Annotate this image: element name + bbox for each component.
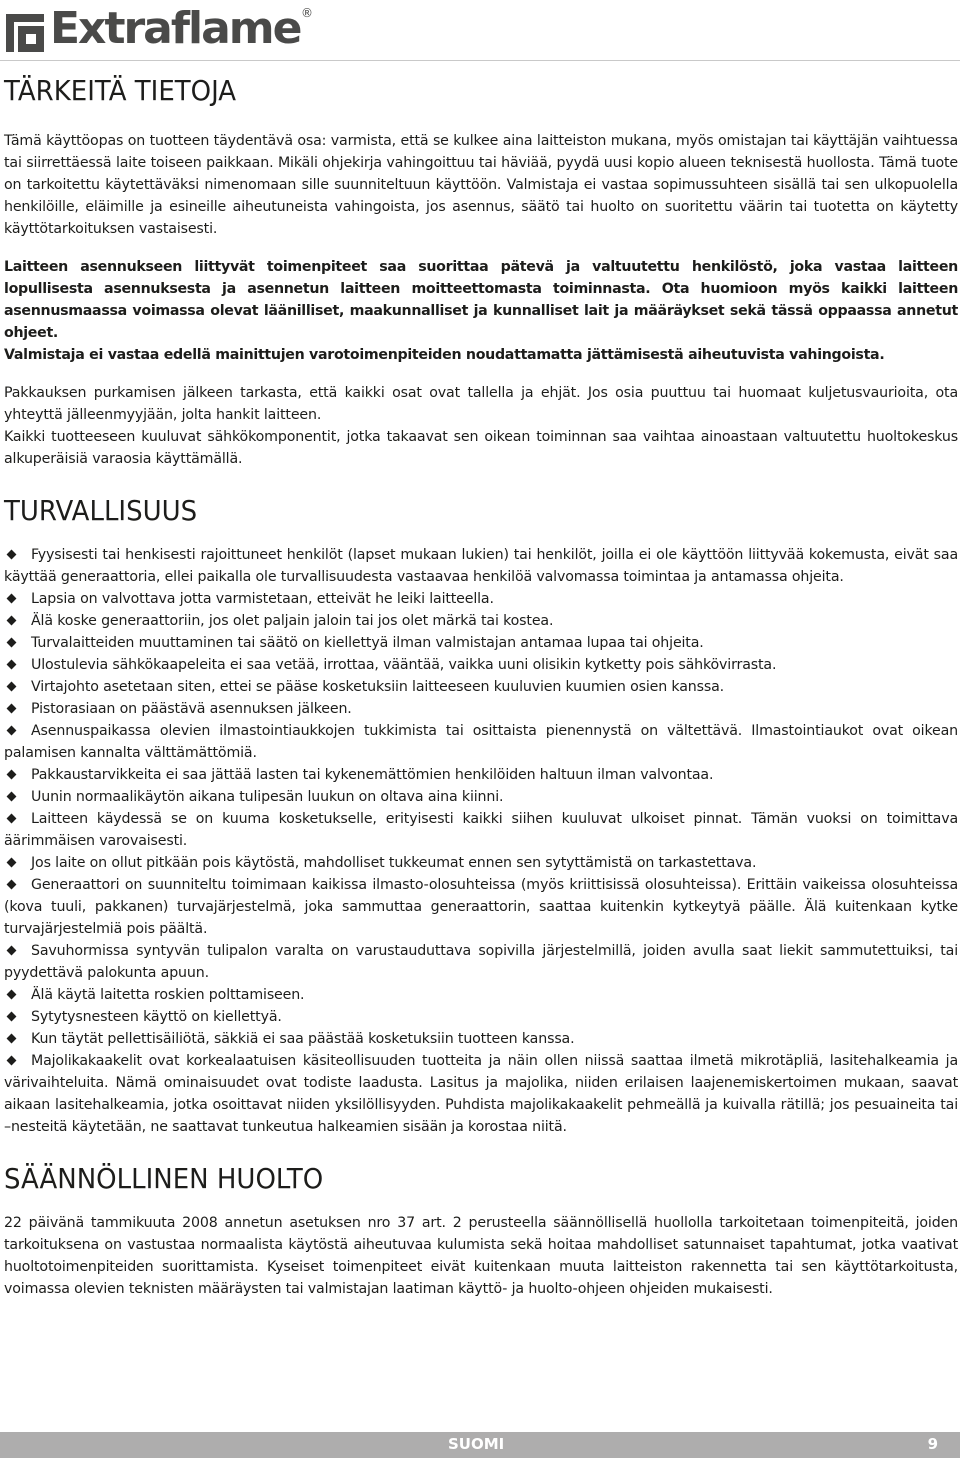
footer-language: SUOMI xyxy=(448,1435,505,1453)
document-body xyxy=(4,64,958,1300)
intro-paragraph: Tämä käyttöopas on tuotteen täydentävä osa: varmista, että se kulkee aina laitteiston mukana, myös omistajan tai käyttäjän vaihtuessa tai siirrettäessä laite toiseen paikkaan. Mikäli ohjekirja vahingoittuu tai häviää, pyydä uusi kopio alueen teknisestä huollosta. Tämä tuote on tarkoitettu käytettäväksi nimenomaan sille suunniteltuun käyttöön. Valmistaja ei vastaa sopimussuhteen sisällä tai sen ulkopuolella henkilöille, eläimille ja esineille aiheutuneista vahingoista, jos asennus, säätö tai huolto on suoritettu väärin tai tuotetta on käytetty käyttötarkoituksen vastaisesti. xyxy=(4,133,958,237)
diamond-bullet-icon xyxy=(7,703,17,713)
brand-logo xyxy=(4,3,304,54)
list-item: Majolikakaakelit ovat korkealaatuisen käsiteollisuuden tuotteita ja näin ollen niissä saattaa ilmetä mikrotäpliä, lasitehalkeamia ja värivaihteluita. Nämä ominaisuudet ovat todiste laadusta. Lasitus ja majolika, niiden erilaisen laajenemiskertoimen mukaan, saavat aikaan lasitehalkeamia, jotka osoittavat niiden yksilöllisyyden. Puhdista majolikakaakelit pehmeällä ja kuivalla rätillä; jos pesuaineita tai –nesteitä käytetään, ne saattavat tunkeutua halkeamien sisään ja korostaa niitä. xyxy=(4,1053,958,1135)
page-footer xyxy=(0,1432,960,1458)
diamond-bullet-icon xyxy=(7,879,17,889)
diamond-bullet-icon xyxy=(7,549,17,559)
diamond-bullet-icon xyxy=(7,1033,17,1043)
list-item: Sytytysnesteen käyttö on kiellettyä. xyxy=(4,1006,958,1028)
list-item: Savuhormissa syntyvän tulipalon varalta on varustauduttava sopivilla järjestelmillä, joiden avulla saat liekit sammutettuiksi, tai pyydettävä palokunta apuun. xyxy=(4,943,958,981)
registered-mark: ® xyxy=(301,6,313,20)
list-item: Uunin normaalikäytön aikana tulipesän luukun on oltava aina kiinni. xyxy=(4,786,958,808)
list-item: Lapsia on valvottava jotta varmistetaan, etteivät he leiki laitteella. xyxy=(4,588,958,610)
brand-name: Extraflame xyxy=(50,3,301,54)
list-item: Pistorasiaan on päästävä asennuksen jälkeen. xyxy=(4,698,958,720)
diamond-bullet-icon xyxy=(7,791,17,801)
diamond-bullet-icon xyxy=(7,615,17,625)
diamond-bullet-icon xyxy=(7,725,17,735)
page-number: 9 xyxy=(927,1435,938,1453)
diamond-bullet-icon xyxy=(7,1055,17,1065)
diamond-bullet-icon xyxy=(7,857,17,867)
unpacking-paragraph: Pakkauksen purkamisen jälkeen tarkasta, että kaikki osat ovat tallella ja ehjät. Jos osia puuttuu tai huomaat kuljetusvaurioita, ota yhteyttä jälleenmyyjään, jolta hankit laitteen. xyxy=(4,385,958,423)
list-item: Älä käytä laitetta roskien polttamiseen. xyxy=(4,984,958,1006)
safety-list xyxy=(4,544,958,1138)
list-item: Älä koske generaattoriin, jos olet paljain jaloin tai jos olet märkä tai kostea. xyxy=(4,610,958,632)
list-item: Turvalaitteiden muuttaminen tai säätö on kiellettyä ilman valmistajan antamaa lupaa tai ohjeita. xyxy=(4,632,958,654)
logo-mark-icon xyxy=(4,12,46,54)
list-item: Laitteen käydessä se on kuuma kosketukselle, erityisesti kaikki siihen kuuluvat ulkoiset pinnat. Tämän vuoksi on toimittava äärimmäisen varovaisesti. xyxy=(4,811,958,849)
diamond-bullet-icon xyxy=(7,637,17,647)
components-paragraph: Kaikki tuotteeseen kuuluvat sähkökomponentit, jotka takaavat sen oikean toiminnan saa vaihtaa ainoastaan valtuutettu huoltokeskus alkuperäisiä varaosia käyttämällä. xyxy=(4,429,958,467)
installation-notice: Laitteen asennukseen liittyvät toimenpiteet saa suorittaa pätevä ja valtuutettu henkilöstö, joka vastaa laitteen lopullisesta asennuksesta ja asennetun laitteen moitteettomasta toiminnasta. Ota huomioon myös kaikki laitteen asennusmaassa voimassa olevat läänilliset, maakunnalliset ja kunnalliset lait ja määräykset sekä tässä oppaassa annetut ohjeet. xyxy=(4,259,958,341)
page-header xyxy=(0,0,960,60)
section-title-maintenance: SÄÄNNÖLLINEN HUOLTO xyxy=(4,1164,324,1196)
liability-notice: Valmistaja ei vastaa edellä mainittujen varotoimenpiteiden noudattamatta jättämisestä aiheutuvista vahingoista. xyxy=(4,347,885,363)
diamond-bullet-icon xyxy=(7,659,17,669)
diamond-bullet-icon xyxy=(7,813,17,823)
section-title-safety: TURVALLISUUS xyxy=(4,496,198,528)
diamond-bullet-icon xyxy=(7,769,17,779)
diamond-bullet-icon xyxy=(7,593,17,603)
diamond-bullet-icon xyxy=(7,945,17,955)
list-item: Fyysisesti tai henkisesti rajoittuneet henkilöt (lapset mukaan lukien) tai henkilöt, joilla ei ole käyttöön liittyvää kokemusta, eivät saa käyttää generaattoria, ellei paikalla ole turvallisuudesta vastaavaa henkilöä valvomassa toimintaa ja antamassa ohjeita. xyxy=(4,547,958,585)
list-item: Generaattori on suunniteltu toimimaan kaikissa ilmasto-olosuhteissa (myös kriittisissä olosuhteissa). Erittäin vaikeissa olosuhteissa (kova tuuli, pakkanen) turvajärjestelmä, joka sammuttaa generaattorin, saattaa kuitenkin kytkeytyä päälle. Älä kuitenkaan kytke turvajärjestelmiä pois päältä. xyxy=(4,877,958,937)
maintenance-paragraph: 22 päivänä tammikuuta 2008 annetun asetuksen nro 37 art. 2 perusteella säännöllisellä huollolla tarkoitetaan toimenpiteitä, joiden tarkoituksena on vastustaa normaalista käytöstä aiheutuvaa kulumista sekä hoitaa mahdolliset satunnaiset tapahtumat, jotka vaativat huoltotoimenpiteiden suorittamista. Kyseiset toimenpiteet eivät kuitenkaan muuta laitteiston rakennetta tai sen käyttötarkoitusta, voimassa olevien teknisten määräysten tai valmistajan laatiman käyttö- ja huolto-ohjeen ohjeiden mukaisesti. xyxy=(4,1215,958,1297)
diamond-bullet-icon xyxy=(7,989,17,999)
list-item: Pakkaustarvikkeita ei saa jättää lasten tai kykenemättömien henkilöiden haltuun ilman valvontaa. xyxy=(4,764,958,786)
header-divider xyxy=(0,60,960,61)
list-item: Ulostulevia sähkökaapeleita ei saa vetää, irrottaa, vääntää, vaikka uuni olisikin kytketty pois sähkövirrasta. xyxy=(4,654,958,676)
list-item: Virtajohto asetetaan siten, ettei se pääse kosketuksiin laitteeseen kuuluvien kuumien osien kanssa. xyxy=(4,676,958,698)
diamond-bullet-icon xyxy=(7,1011,17,1021)
list-item: Jos laite on ollut pitkään pois käytöstä, mahdolliset tukkeumat ennen sen sytyttämistä on tarkastettava. xyxy=(4,852,958,874)
list-item: Asennuspaikassa olevien ilmastointiaukkojen tukkimista tai osittaista pienennystä on vältettävä. Ilmastointiaukot ovat oikean palamisen kannalta välttämättömiä. xyxy=(4,723,958,761)
section-title-important-info: TÄRKEITÄ TIETOJA xyxy=(4,76,237,108)
diamond-bullet-icon xyxy=(7,681,17,691)
list-item: Kun täytät pellettisäiliötä, säkkiä ei saa päästää kosketuksiin tuotteen kanssa. xyxy=(4,1028,958,1050)
